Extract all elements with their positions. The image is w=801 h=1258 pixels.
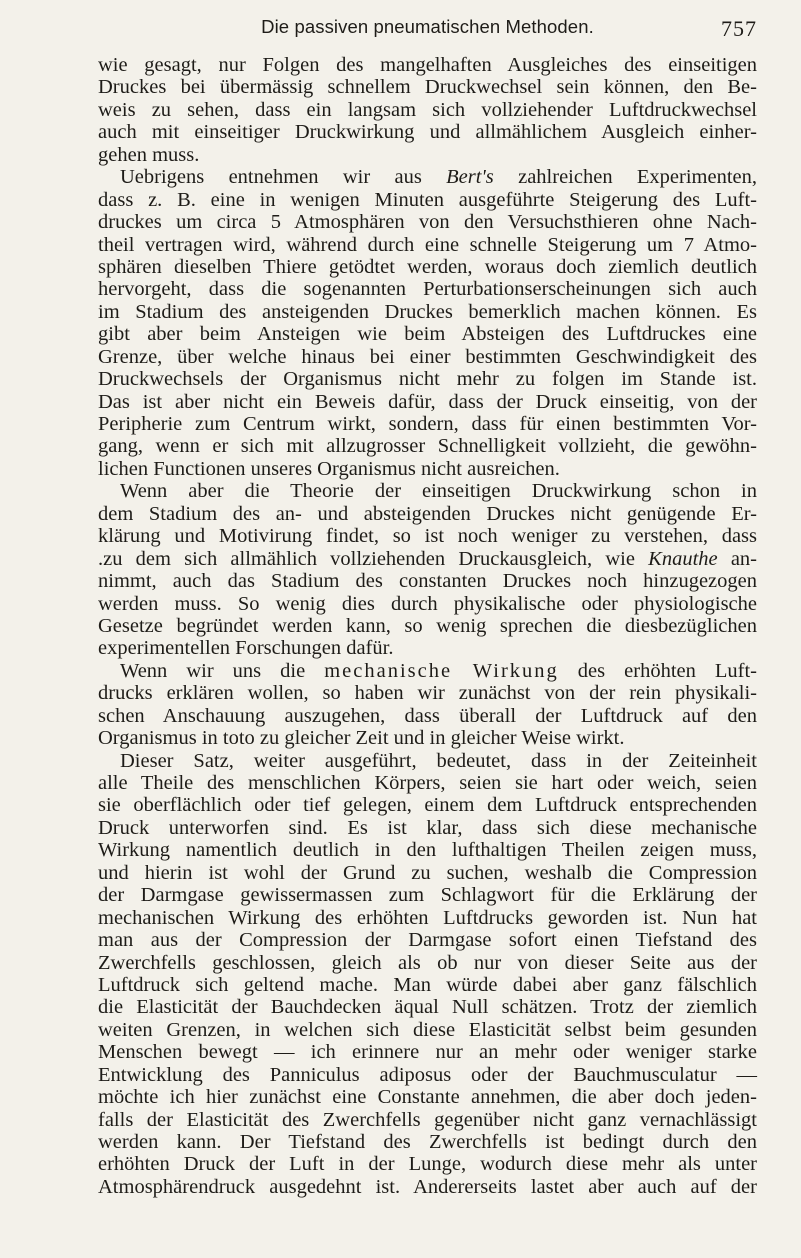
text-line: druckes um circa 5 Atmosphären von den Versuchsthieren ohne Nach- — [98, 211, 757, 234]
text-line: gehen muss. — [98, 143, 200, 166]
text-line: dem Stadium des an- und absteigenden Druckes nicht genügende Er- — [98, 502, 757, 525]
running-header — [98, 16, 757, 42]
text-line: Das ist aber nicht ein Beweis dafür, dass der Druck einseitig, von der — [98, 390, 757, 413]
text-line: werden muss. So wenig dies durch physikalische oder physiologische — [98, 592, 757, 615]
text-segment: .zu dem sich allmählich vollziehenden Druckausgleich, wie — [98, 547, 649, 570]
header-title: Die passiven pneumatischen Methoden. — [261, 16, 594, 37]
text-line: und hierin ist wohl der Grund zu suchen, weshalb die Compression — [98, 861, 757, 884]
text-line: Dieser Satz, weiter ausgeführt, bedeutet, dass in der Zeiteinheit — [120, 749, 757, 772]
text-segment: Wenn wir uns die — [120, 659, 325, 682]
text-line: wie gesagt, nur Folgen des mangelhaften Ausgleiches des einseitigen — [98, 54, 757, 76]
author-name: Bert's — [446, 166, 494, 189]
text-line: experimentellen Forschungen dafür. — [98, 637, 394, 660]
body-text — [98, 54, 757, 1198]
emphasized-term: mechanische Wirkung — [324, 659, 559, 682]
page-number: 757 — [721, 16, 757, 41]
text-line: hervorgeht, dass die sogenannten Perturbationserscheinungen sich auch — [98, 278, 757, 301]
author-name: Knauthe — [648, 547, 718, 570]
text-line: Entwicklung des Panniculus adiposus oder der Bauchmusculatur — — [98, 1063, 757, 1086]
text-segment: des erhöhten Luft- — [558, 659, 757, 682]
text-line: mechanischen Wirkung des erhöhten Luftdrucks geworden ist. Nun hat — [98, 906, 757, 929]
text-line: Wirkung namentlich deutlich in den lufthaltigen Theilen zeigen muss, — [98, 839, 757, 862]
text-line: Gesetze begründet werden kann, so wenig sprechen die diesbezüglichen — [98, 614, 757, 637]
text-line: auch mit einseitiger Druckwirkung und allmählichem Ausgleich einher- — [98, 121, 757, 144]
text-line: gibt aber beim Ansteigen wie beim Absteigen des Luftdruckes eine — [98, 323, 757, 346]
text-line: der Darmgase gewissermassen zum Schlagwort für die Erklärung der — [98, 884, 757, 907]
text-line — [98, 166, 757, 188]
text-line: klärung und Motivirung findet, so ist noch weniger zu verstehen, dass — [98, 525, 757, 548]
text-segment: zahlreichen Experimenten, — [493, 166, 758, 189]
text-line — [98, 660, 757, 682]
text-line: falls der Elasticität des Zwerchfells gegenüber nicht ganz vernachlässigt — [98, 1108, 757, 1131]
text-line: Druck unterworfen sind. Es ist klar, dass sich diese mechanische — [98, 816, 757, 839]
text-line: Grenze, über welche hinaus bei einer bestimmten Geschwindigkeit des — [98, 345, 757, 368]
text-line: Peripherie zum Centrum wirkt, sondern, dass für einen bestimmten Vor- — [98, 413, 757, 435]
text-line: im Stadium des ansteigenden Druckes bemerklich machen können. Es — [98, 300, 757, 323]
text-line: weis zu sehen, dass ein langsam sich vollziehender Luftdruckwechsel — [98, 98, 757, 121]
text-line: weiten Grenzen, in welchen sich diese Elasticität selbst beim gesunden — [98, 1018, 757, 1041]
text-line: man aus der Compression der Darmgase sofort einen Tiefstand des — [98, 929, 757, 952]
text-line: theil vertragen wird, während durch eine schnelle Steigerung um 7 Atmo- — [98, 233, 757, 256]
text-line: Druckwechsels der Organismus nicht mehr zu folgen im Stande ist. — [98, 368, 757, 391]
text-line: Druckes bei übermässig schnellem Druckwechsel sein können, den Be- — [98, 76, 757, 99]
text-line: dass z. B. eine in wenigen Minuten ausgeführte Steigerung des Luft- — [98, 188, 757, 211]
text-line: drucks erklären wollen, so haben wir zunächst von der rein physikali- — [98, 682, 757, 705]
text-line: Wenn aber die Theorie der einseitigen Druckwirkung schon in — [120, 480, 757, 503]
text-line: sie oberflächlich oder tief gelegen, einem dem Luftdruck entsprechenden — [98, 794, 757, 817]
text-line: lichen Functionen unseres Organismus nicht ausreichen. — [98, 457, 560, 480]
text-line: Luftdruck sich geltend mache. Man würde dabei aber ganz fälschlich — [98, 973, 757, 996]
text-line: gang, wenn er sich mit allzugrosser Schnelligkeit vollzieht, die gewöhn- — [98, 435, 757, 458]
text-segment: Uebrigens entnehmen wir aus — [120, 166, 447, 189]
text-line: erhöhten Druck der Luft in der Lunge, wodurch diese mehr als unter — [98, 1153, 757, 1176]
text-line: alle Theile des menschlichen Körpers, seien sie hart oder weich, seien — [98, 772, 757, 794]
text-line: Zwerchfells geschlossen, gleich als ob nur von dieser Seite aus der — [98, 951, 757, 974]
text-line: werden kann. Der Tiefstand des Zwerchfells ist bedingt durch den — [98, 1131, 757, 1153]
text-line: Menschen bewegt — ich erinnere nur an mehr oder weniger starke — [98, 1041, 757, 1064]
text-line: möchte ich hier zunächst eine Constante annehmen, die aber doch jeden- — [98, 1086, 757, 1109]
text-line: nimmt, auch das Stadium des constanten Druckes noch hinzugezogen — [98, 570, 757, 593]
text-line: Atmosphärendruck ausgedehnt ist. Andererseits lastet aber auch auf der — [98, 1175, 757, 1198]
text-line: sphären dieselben Thiere getödtet werden, woraus doch ziemlich deutlich — [98, 255, 757, 278]
text-line: schen Anschauung auszugehen, dass überall der Luftdruck auf den — [98, 704, 757, 727]
text-segment: an- — [717, 547, 757, 570]
text-line: Organismus in toto zu gleicher Zeit und in gleicher Weise wirkt. — [98, 727, 625, 750]
text-line: die Elasticität der Bauchdecken äqual Null schätzen. Trotz der ziemlich — [98, 996, 757, 1019]
text-line — [98, 548, 757, 570]
